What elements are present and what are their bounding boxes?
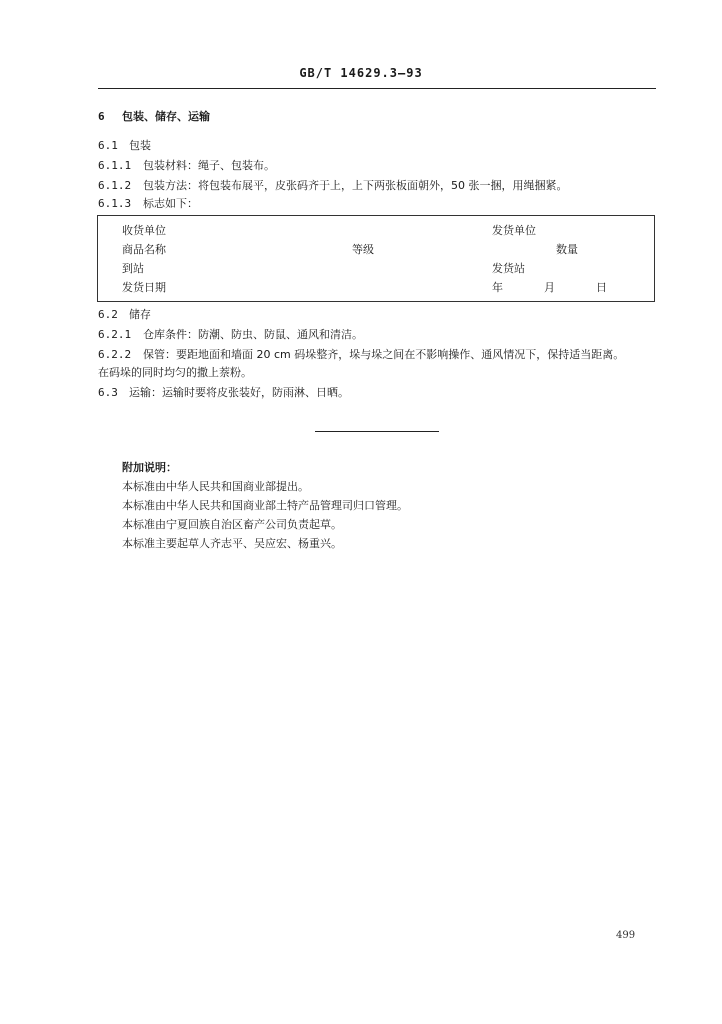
clause-text: 包装材料：绳子、包装布。 [143,159,275,172]
clause-number: 6.1 [98,139,118,152]
clause-6-1-1 [98,159,275,173]
clause-6-1 [98,139,151,153]
appendix-line: 本标准由中华人民共和国商业部土特产品管理司归口管理。 [122,499,408,512]
clause-6-2-2 [98,348,624,362]
clause-6-2 [98,308,151,322]
appendix-line: 本标准主要起草人齐志平、吴应宏、杨重兴。 [122,537,342,550]
section-end-rule [315,431,439,432]
appendix-title: 附加说明： [122,461,177,474]
label-sender: 发货单位 [492,224,536,237]
clause-number: 6.3 [98,386,118,399]
section-title: 包装、储存、运输 [122,110,210,123]
clause-6-2-1 [98,328,363,342]
clause-number: 6.2.2 [98,348,132,361]
clause-number: 6.2 [98,308,118,321]
clause-text: 标志如下： [143,197,198,210]
label-day: 日 [596,281,607,294]
clause-text: 包装 [129,139,151,152]
clause-6-1-2 [98,179,568,193]
clause-number: 6.1.3 [98,197,132,210]
page-number: 499 [616,930,636,941]
label-product-name: 商品名称 [122,243,166,256]
clause-6-1-3 [98,197,198,211]
section-number: 6 [98,110,105,123]
label-ship-date: 发货日期 [122,281,166,294]
shipping-label-box [97,215,655,302]
label-quantity: 数量 [556,243,578,256]
header-rule [98,88,656,89]
appendix-line: 本标准由宁夏回族自治区畜产公司负责起草。 [122,518,342,531]
clause-text: 运输：运输时要将皮张装好，防雨淋、日晒。 [129,386,349,399]
appendix-line: 本标准由中华人民共和国商业部提出。 [122,480,309,493]
label-from-station: 发货站 [492,262,525,275]
clause-number: 6.1.1 [98,159,132,172]
clause-6-3 [98,386,349,400]
clause-number: 6.1.2 [98,179,132,192]
label-receiver: 收货单位 [122,224,166,237]
section-6-heading [98,110,210,124]
label-year: 年 [492,281,503,294]
label-grade: 等级 [352,243,374,256]
clause-text: 包装方法：将包装布展平，皮张码齐于上，上下两张板面朝外，50 张一捆，用绳捆紧。 [143,179,568,192]
standard-code-header: GB/T 14629.3—93 [299,66,423,80]
clause-text-line-1: 保管：要距地面和墙面 20 cm 码垛整齐，垛与垛之间在不影响操作、通风情况下，保持适当距离。 [143,348,625,361]
label-month: 月 [544,281,555,294]
clause-text: 仓库条件：防潮、防虫、防鼠、通风和清洁。 [143,328,363,341]
label-to-station: 到站 [122,262,144,275]
clause-6-2-2-continuation: 在码垛的同时均匀的撒上萘粉。 [98,366,252,379]
clause-text: 储存 [129,308,151,321]
clause-number: 6.2.1 [98,328,132,341]
